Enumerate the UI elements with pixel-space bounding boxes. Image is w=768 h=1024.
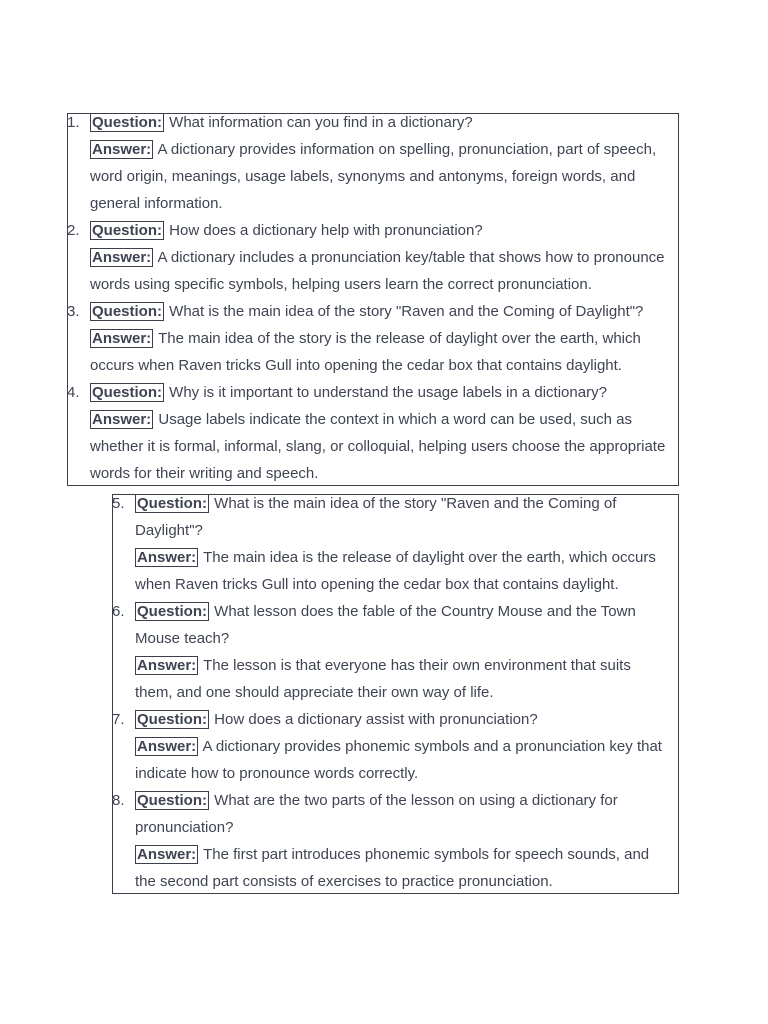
question-label: Question:: [92, 384, 162, 401]
answer-line: [90, 406, 672, 487]
answer-text: The first part introduces phonemic symbols for speech sounds, and the second part consists of exercises to practice pronunciation.: [135, 846, 650, 890]
answer-label: Answer:: [92, 411, 152, 428]
answer-line: [90, 325, 672, 379]
answer-text: Usage labels indicate the context in which a word can be used, such as whether it is formal, informal, slang, or colloquial, helping users choose the appropriate words for their writing and speech.: [90, 411, 666, 482]
qa-box-1: [67, 113, 679, 486]
item-number: 3.: [67, 303, 80, 320]
question-line: [90, 217, 672, 244]
answer-line: [135, 733, 672, 787]
question-label: Question:: [92, 303, 162, 320]
question-line: [135, 706, 672, 733]
answer-line: [135, 544, 672, 598]
item-number: 1.: [67, 114, 80, 131]
answer-line: [90, 244, 672, 298]
question-line: [90, 298, 672, 325]
question-text: What is the main idea of the story "Raven and the Coming of Daylight"?: [135, 495, 617, 539]
answer-line: [90, 136, 672, 217]
answer-text: A dictionary includes a pronunciation key/table that shows how to pronounce words using specific symbols, helping users learn the correct pronunciation.: [90, 249, 665, 293]
question-text: What is the main idea of the story "Raven and the Coming of Daylight"?: [169, 303, 644, 320]
question-line: [90, 109, 672, 136]
answer-text: The main idea is the release of daylight over the earth, which occurs when Raven tricks Gull into opening the cedar box that contains daylight.: [135, 549, 656, 593]
qa-list-2: [113, 490, 678, 895]
qa-item: [113, 490, 678, 598]
answer-label: Answer:: [92, 141, 152, 158]
item-number: 5.: [112, 495, 125, 512]
qa-item: [68, 379, 678, 487]
answer-text: The lesson is that everyone has their own environment that suits them, and one should appreciate their own way of life.: [135, 657, 631, 701]
answer-text: A dictionary provides information on spelling, pronunciation, part of speech, word origin, meanings, usage labels, synonyms and antonyms, foreign words, and general information.: [90, 141, 657, 212]
qa-list-1: [68, 109, 678, 487]
qa-item: [113, 787, 678, 895]
qa-item: [68, 298, 678, 379]
question-label: Question:: [137, 495, 207, 512]
qa-item: [68, 217, 678, 298]
qa-box-2: [112, 494, 679, 894]
answer-text: A dictionary provides phonemic symbols and a pronunciation key that indicate how to pronounce words correctly.: [135, 738, 662, 782]
question-label: Question:: [92, 114, 162, 131]
answer-label: Answer:: [137, 549, 197, 566]
question-line: [90, 379, 672, 406]
question-line: [135, 598, 672, 652]
question-label: Question:: [137, 711, 207, 728]
item-number: 2.: [67, 222, 80, 239]
answer-label: Answer:: [137, 738, 197, 755]
question-line: [135, 787, 672, 841]
item-number: 7.: [112, 711, 125, 728]
answer-label: Answer:: [92, 330, 152, 347]
answer-label: Answer:: [92, 249, 152, 266]
question-text: How does a dictionary assist with pronunciation?: [214, 711, 538, 728]
qa-item: [68, 109, 678, 217]
answer-line: [135, 652, 672, 706]
question-line: [135, 490, 672, 544]
question-label: Question:: [137, 792, 207, 809]
item-number: 4.: [67, 384, 80, 401]
qa-item: [113, 598, 678, 706]
answer-text: The main idea of the story is the release of daylight over the earth, which occurs when Raven tricks Gull into opening the cedar box that contains daylight.: [90, 330, 641, 374]
item-number: 6.: [112, 603, 125, 620]
question-text: Why is it important to understand the usage labels in a dictionary?: [169, 384, 607, 401]
question-text: What information can you find in a dictionary?: [169, 114, 473, 131]
qa-item: [113, 706, 678, 787]
question-label: Question:: [137, 603, 207, 620]
answer-line: [135, 841, 672, 895]
answer-label: Answer:: [137, 846, 197, 863]
question-label: Question:: [92, 222, 162, 239]
item-number: 8.: [112, 792, 125, 809]
question-text: What lesson does the fable of the Country Mouse and the Town Mouse teach?: [135, 603, 636, 647]
answer-label: Answer:: [137, 657, 197, 674]
question-text: How does a dictionary help with pronunciation?: [169, 222, 483, 239]
question-text: What are the two parts of the lesson on using a dictionary for pronunciation?: [135, 792, 618, 836]
